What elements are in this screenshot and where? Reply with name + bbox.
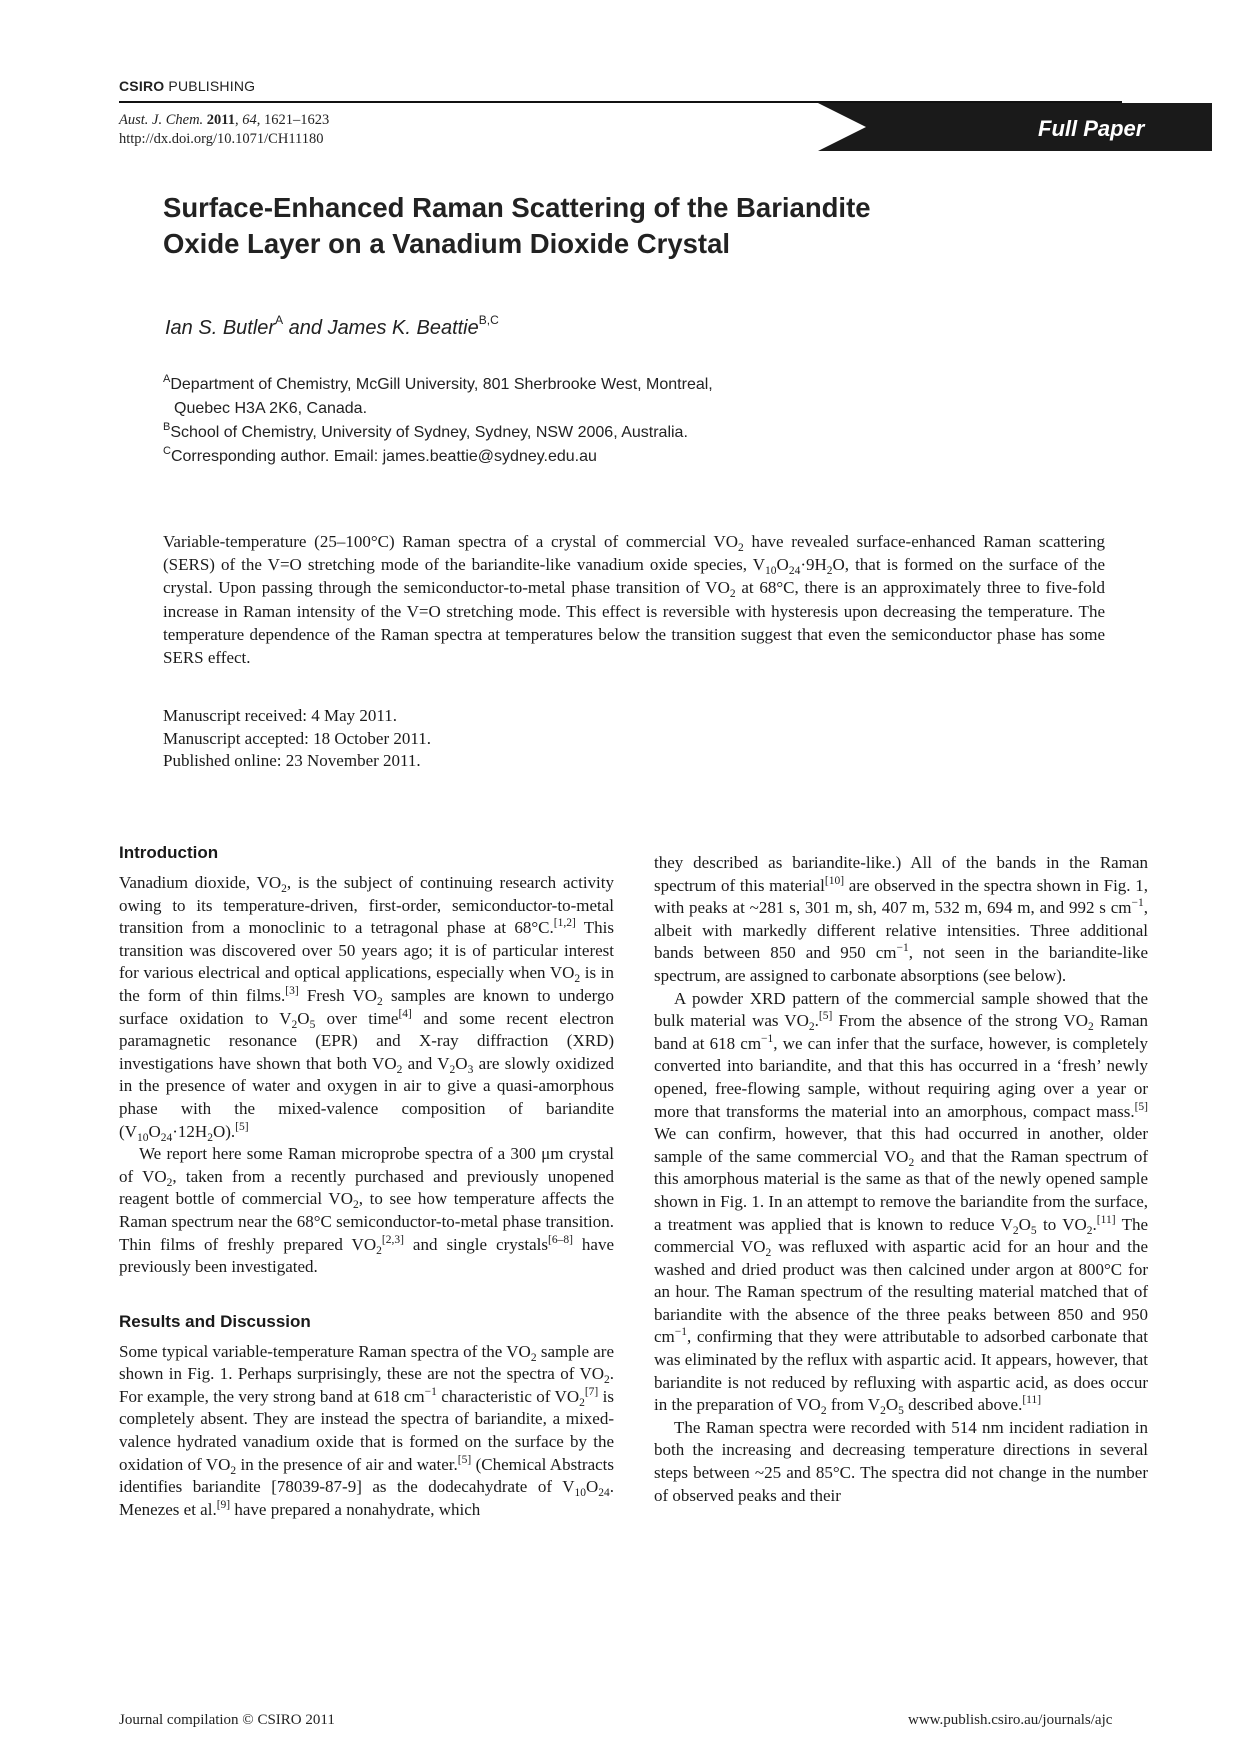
date-accepted: Manuscript accepted: 18 October 2011. bbox=[163, 728, 431, 748]
results-paragraph-1-cont: they described as bariandite-like.) All of the bands in the Raman spectrum of this material[10] are observed in the spectra shown in Fig. 1, with peaks at ~281 s, 301 m, sh, 407 m, 532 m, 694 m, and 992 s $cm^{-1}$, albeit with markedly different relative intensities. Three additional bands between 850 and 950 $cm^{-1}$, not seen in the bariandite-like spectrum, are assigned to carbonate absorptions (see below). bbox=[654, 853, 1148, 985]
journal-citation: Aust. J. Chem. 2011, 64, 1621–1623 http://dx.doi.org/10.1071/CH11180 bbox=[119, 112, 330, 147]
date-published: Published online: 23 November 2011. bbox=[163, 751, 421, 770]
doi-link[interactable]: http://dx.doi.org/10.1071/CH11180 bbox=[119, 131, 324, 147]
author-1: Ian S. Butler bbox=[165, 317, 276, 339]
journal-year: 2011 bbox=[206, 112, 235, 128]
results-paragraph-3: The Raman spectra were recorded with 514 nm incident radiation in both the increasing and decreasing temperature directions in several steps between ~25 and 85°C. The spectra did not change in the number of observed peaks and their bbox=[654, 1417, 1148, 1505]
article-type-label: Full Paper bbox=[1038, 116, 1145, 141]
intro-paragraph-2: We report here some Raman microprobe spectra of a 300 μm crystal of $VO_2$, taken from a recently purchased and previously unopened reagent bottle of commercial $VO_2$, to see how temperature affects the Raman spectrum near the 68°C semiconductor-to-metal phase transition. Thin films of freshly prepared $VO_2[2,3]$ and single crystals[6–8] have previously been investigated. bbox=[119, 1144, 614, 1277]
title-line-1: Surface-Enhanced Raman Scattering of the Bariandite bbox=[163, 192, 871, 223]
affil-c-mark: C bbox=[163, 445, 171, 457]
affiliations bbox=[163, 373, 713, 469]
footer-url[interactable]: www.publish.csiro.au/journals/ajc bbox=[908, 1712, 1113, 1728]
affiliation-c bbox=[163, 445, 713, 469]
author-1-affil-mark: A bbox=[275, 313, 284, 327]
results-paragraph-2: A powder XRD pattern of the commercial sample showed that the bulk material was $VO_2.[5]$ From the absence of the strong $VO_2$ Raman band at 618 $cm^{-1}$, we can infer that the surface, however, is completely converted into bariandite, and that this has occurred in a ‘fresh’ newly opened, free-flowing sample, without requiring aging over a year or more that transforms the material into an amorphous, compact mass.[5] We can confirm, however, that this had occurred in another, older sample of the same commercial $VO_2$ and that the Raman spectrum of this amorphous material is the same as that of the newly opened sample shown in Fig. 1. In an attempt to remove the bariandite from the surface, a treatment was applied that is known to reduce $V_2O_5$ to $VO_2.[11]$ The commercial $VO_2$ was refluxed with aspartic acid for an hour and the washed and dried product was then calcined under argon at 800°C for an hour. The Raman spectrum of the resulting material matched that of bariandite with the absence of the three peaks between 850 and 950 $cm^{-1}$, confirming that they were attributable to adsorbed carbonate that was eliminated by the reflux with aspartic acid. It appears, however, that bariandite is not reduced by refluxing with aspartic acid, as does occur in the preparation of $VO_2$ from $V_2O_5$ described above.[11] bbox=[654, 988, 1149, 1418]
author-2-affil-mark: B,C bbox=[478, 313, 499, 327]
footer-copyright: Journal compilation © CSIRO 2011 bbox=[119, 1712, 335, 1728]
affil-a-line1: Department of Chemistry, McGill University, 801 Sherbrooke West, Montreal, bbox=[170, 376, 713, 393]
author-list bbox=[165, 313, 499, 340]
affil-b-mark: B bbox=[163, 421, 171, 433]
journal-volume: 64 bbox=[242, 112, 257, 128]
affil-a-mark: A bbox=[163, 373, 171, 385]
article-title bbox=[163, 190, 871, 262]
section-heading-introduction: Introduction bbox=[119, 843, 219, 862]
intro-paragraph-1: Vanadium dioxide, $VO_2$, is the subject of continuing research activity owing to its temperature-driven, first-order, semiconductor-to-metal transition from a monoclinic to a tetragonal phase at 68°C.[1,2] This transition was discovered over 50 years ago; it is of particular interest for various electrical and optical applications, especially when $VO_2$ is in the form of thin films.[3] Fresh $VO_2$ samples are known to undergo surface oxidation to $V_2O_5$ over time[4] and some recent electron paramagnetic resonance (EPR) and X-ray diffraction (XRD) investigations have shown that both $VO_2$ and $V_2O_3$ are slowly oxidized in the presence of water and oxygen in air to give a quasi-amorphous phase with the mixed-valence composition of bariandite $(V_{10}O_{24}\cdot 12H_2O).[5]$ bbox=[119, 873, 615, 1144]
affiliation-b bbox=[163, 421, 713, 445]
publisher-name bbox=[119, 78, 255, 94]
publisher-name-rest: PUBLISHING bbox=[164, 78, 256, 94]
publisher-name-bold: CSIRO bbox=[119, 78, 165, 94]
body-column-right bbox=[654, 852, 1148, 1507]
manuscript-dates bbox=[163, 705, 431, 773]
body-column-left bbox=[119, 842, 614, 1521]
corresponding-email[interactable]: Corresponding author. Email: james.beattie@sydney.edu.au bbox=[170, 448, 597, 465]
author-2: James K. Beattie bbox=[327, 317, 479, 339]
banner-shape bbox=[818, 103, 1212, 151]
journal-pages: , 1621–1623 bbox=[256, 112, 330, 128]
affiliation-a bbox=[163, 373, 713, 397]
results-paragraph-1: Some typical variable-temperature Raman spectra of the $VO_2$ sample are shown in Fig. 1. Perhaps surprisingly, these are not the spectra of $VO_2$. For example, the very strong band at 618 $cm^{-1}$ characteristic of $VO_2[7]$ is completely absent. They are instead the spectra of bariandite, a mixed-valence hydrated vanadium oxide that is formed on the surface by the oxidation of $VO_2$ in the presence of air and water.[5] (Chemical Abstracts identifies bariandite [78039-87-9] as the dodecahydrate of $V_{10}O_{24}$. Menezes et al.[9] have prepared a nonahydrate, which bbox=[119, 1341, 615, 1519]
full-paper-banner bbox=[818, 103, 1212, 151]
abstract: Variable-temperature (25–100°C) Raman spectra of a crystal of commercial $VO_2$ have revealed surface-enhanced Raman scattering (SERS) of the V=O stretching mode of the bariandite-like vanadium oxide species, $V_{10}O_{24}\cdot 9H_2O$, that is formed on the surface of the crystal. Upon passing through the semiconductor-to-metal phase transition of $VO_2$ at 68°C, there is an approximately three to five-fold increase in Raman intensity of the V=O stretching mode. This effect is reversible with hysteresis upon decreasing the temperature. The temperature dependence of the Raman spectra at temperatures below the transition suggest that even the semiconductor phase has some SERS effect. bbox=[163, 532, 1105, 668]
author-connector: and bbox=[283, 317, 328, 339]
affil-b-text: School of Chemistry, University of Sydney, Sydney, NSW 2006, Australia. bbox=[170, 424, 688, 441]
title-line-2: Oxide Layer on a Vanadium Dioxide Crystal bbox=[163, 228, 730, 259]
affiliation-a-cont: Quebec H3A 2K6, Canada. bbox=[174, 400, 368, 417]
section-heading-results: Results and Discussion bbox=[119, 1311, 311, 1331]
journal-abbrev: Aust. J. Chem. bbox=[119, 112, 204, 128]
date-received: Manuscript received: 4 May 2011. bbox=[163, 706, 397, 725]
